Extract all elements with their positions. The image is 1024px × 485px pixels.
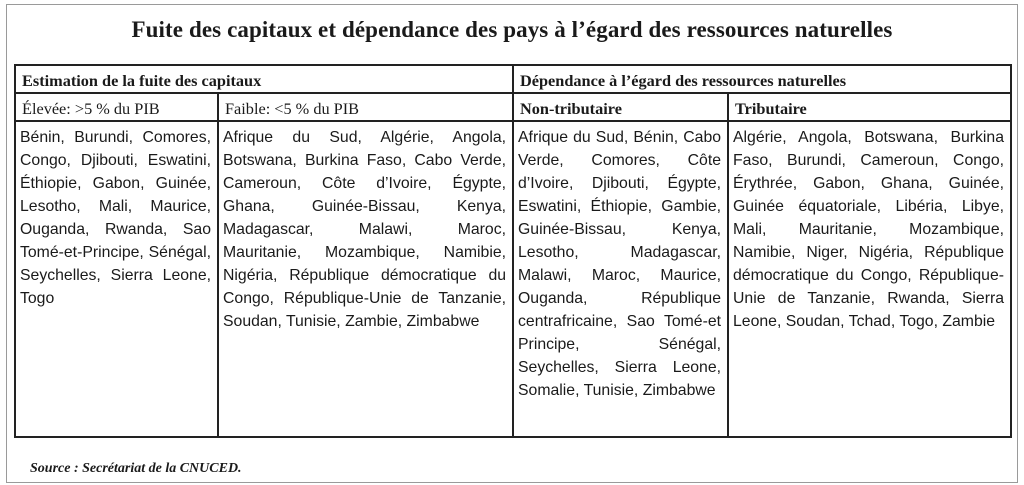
header-resource-dependence: Dépendance à l’égard des ressources naturelles: [513, 65, 1011, 93]
table-header-row: [15, 65, 1011, 93]
cell-high-countries: Bénin, Burundi, Comores, Congo, Djibouti, Eswatini, Éthiopie, Gabon, Guinée, Lesotho, Mali, Maurice, Ouganda, Rwanda, Sao Tomé-et-Principe, Sénégal, Seychelles, Sierra Leone, Togo: [15, 121, 218, 437]
table-row: [15, 121, 1011, 437]
country-table: [14, 64, 1012, 438]
subheader-non-dependent: Non-tributaire: [513, 93, 728, 121]
document-frame: [6, 4, 1018, 483]
subheader-high: Élevée: >5 % du PIB: [15, 93, 218, 121]
source-note: Source : Secrétariat de la CNUCED.: [30, 461, 242, 476]
header-capital-flight: Estimation de la fuite des capitaux: [15, 65, 513, 93]
subheader-low: Faible: <5 % du PIB: [218, 93, 513, 121]
page-title: Fuite des capitaux et dépendance des pays à l’égard des ressources naturelles: [131, 17, 893, 42]
cell-low-countries: Afrique du Sud, Algérie, Angola, Botswana, Burkina Faso, Cabo Verde, Cameroun, Côte d’Ivoire, Égypte, Ghana, Guinée-Bissau, Kenya, Madagascar, Malawi, Maroc, Mauritanie, Mozambique, Namibie, Nigéria, République démocratique du Congo, République-Unie de Tanzanie, Soudan, Tunisie, Zambie, Zimbabwe: [218, 121, 513, 437]
table-subheader-row: [15, 93, 1011, 121]
cell-dependent-countries: Algérie, Angola, Botswana, Burkina Faso, Burundi, Cameroun, Congo, Érythrée, Gabon, Ghana, Guinée, Guinée équatoriale, Libéria, Libye, Mali, Mauritanie, Mozambique, Namibie, Niger, Nigéria, République démocratique du Congo, République-Unie de Tanzanie, Rwanda, Sierra Leone, Soudan, Tchad, Togo, Zambie: [728, 121, 1011, 437]
cell-non-dependent-countries: Afrique du Sud, Bénin, Cabo Verde, Comores, Côte d’Ivoire, Djibouti, Égypte, Eswatini, Éthiopie, Gambie, Guinée-Bissau, Kenya, Lesotho, Madagascar, Malawi, Maroc, Maurice, Ouganda, République centrafricaine, Sao Tomé-et Principe, Sénégal, Seychelles, Sierra Leone, Somalie, Tunisie, Zimbabwe: [513, 121, 728, 437]
subheader-dependent: Tributaire: [728, 93, 1011, 121]
